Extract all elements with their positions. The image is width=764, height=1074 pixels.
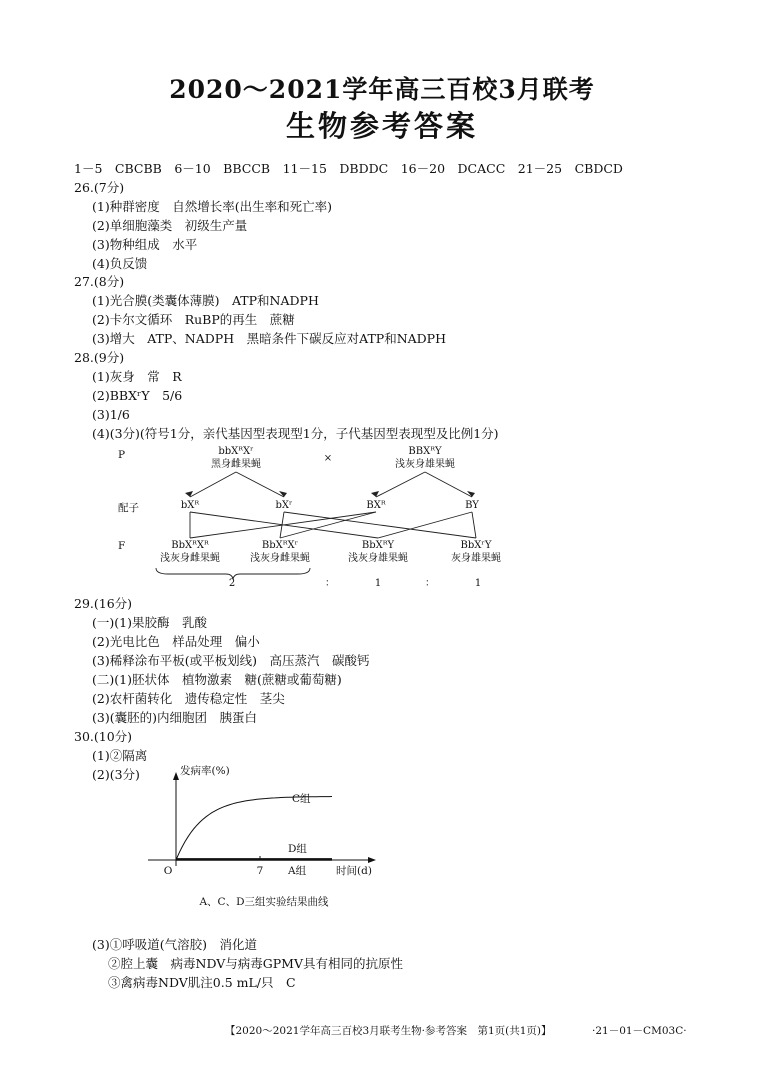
q27-item: (1)光合膜(类囊体薄膜) ATP和NADPH <box>92 293 319 308</box>
chart-axes <box>148 772 376 866</box>
gamete: bXʳ <box>275 500 293 511</box>
p-label: P <box>118 449 126 461</box>
offspring-phenotype: 浅灰身雌果蝇 <box>250 553 310 564</box>
q28-item: (1)灰身 常 R <box>92 369 182 384</box>
q29-head: 29.(16分) <box>74 596 133 611</box>
ratio-colon: ： <box>425 578 435 589</box>
chart-title: A、C、D三组实验结果曲线 <box>199 896 329 908</box>
ratio-value: 1 <box>374 578 382 589</box>
x-tick-label: 7 <box>256 865 264 877</box>
q27-item: (3)增大 ATP、NADPH 黑暗条件下碳反应对ATP和NADPH <box>92 331 446 346</box>
q29-item: (二)(1)胚状体 植物激素 糖(蔗糖或葡萄糖) <box>92 672 342 687</box>
parent2-genotype: BBXᴿY <box>408 446 442 457</box>
q26-head: 26.(7分) <box>74 180 125 195</box>
choice-answers: 1－5 CBCBB 6－10 BBCCB 11－15 DBDDC 16－20 DCACC 21－25 CBDCD <box>74 161 623 176</box>
series-label-a: A组 <box>288 865 307 877</box>
y-axis-arrow <box>173 772 179 780</box>
series-line-c <box>176 797 332 861</box>
offspring-genotype: BbXᴿXʳ <box>261 540 299 551</box>
offspring-genotype: BbXʳY <box>460 540 492 551</box>
q28-head: 28.(9分) <box>74 350 125 365</box>
offspring-genotype: BbXᴿY <box>361 540 395 551</box>
q28-item: (2)BBXʳY 5/6 <box>92 388 183 403</box>
q26-item: (3)物种组成 水平 <box>92 237 198 252</box>
q30-item: (3)①呼吸道(气溶胶) 消化道 <box>92 937 257 952</box>
footer-left: 【2020～2021学年高三百校3月联考生物·参考答案 第1页(共1页)】 <box>225 1025 552 1037</box>
q30-item: ③禽病毒NDV肌注0.5 mL/只 C <box>108 975 296 990</box>
q29-item: (2)光电比色 样品处理 偏小 <box>92 634 260 649</box>
exam-title: 2020～2021学年高三百校3月联考 <box>169 75 595 104</box>
offspring-phenotype: 灰身雄果蝇 <box>451 553 501 564</box>
q29-item: (3)稀释涂布平板(或平板划线) 高压蒸汽 碳酸钙 <box>92 653 370 668</box>
answer-title: 生物参考答案 <box>285 109 478 143</box>
q27-head: 27.(8分) <box>74 274 125 289</box>
q30-item: (2)(3分) <box>92 767 140 782</box>
q26-item: (1)种群密度 自然增长率(出生率和死亡率) <box>92 199 332 214</box>
chart-text <box>164 764 372 908</box>
series-label-c: C组 <box>292 793 311 805</box>
q28-item: (4)(3分)(符号1分，亲代基因型表现型1分，子代基因型表现型及比例1分) <box>92 426 499 441</box>
ratio-value: 2 <box>228 578 236 589</box>
ratio-colon: ： <box>325 578 335 589</box>
q27-item: (2)卡尔文循环 RuBP的再生 蔗糖 <box>92 312 295 327</box>
q29-item: (一)(1)果胶酶 乳酸 <box>92 615 207 630</box>
offspring-genotype: BbXᴿXᴿ <box>171 540 209 551</box>
q29-item: (2)农杆菌转化 遗传稳定性 茎尖 <box>92 691 285 706</box>
q29-item: (3)(囊胚的)内细胞团 胰蛋白 <box>92 710 257 725</box>
gamete: BY <box>465 500 479 511</box>
chart-series <box>176 797 332 861</box>
x-axis-label: 时间(d) <box>336 865 372 877</box>
offspring-phenotype: 浅灰身雌果蝇 <box>160 553 220 564</box>
ratio-value: 1 <box>474 578 482 589</box>
q30-item: ②腔上囊 病毒NDV与病毒GPMV具有相同的抗原性 <box>108 956 403 971</box>
y-axis-label: 发病率(%) <box>180 765 230 777</box>
gamete-label: 配子 <box>118 502 139 514</box>
x-axis-arrow <box>368 857 376 863</box>
q26-item: (2)单细胞藻类 初级生产量 <box>92 218 248 233</box>
series-label-d: D组 <box>288 843 307 855</box>
footer-right: ·21－01－CM03C· <box>592 1025 687 1037</box>
cross-sign: × <box>323 453 333 464</box>
parent1-phenotype: 黑身雌果蝇 <box>211 459 261 470</box>
q30-head: 30.(10分) <box>74 729 133 744</box>
gamete: bXᴿ <box>180 500 200 511</box>
q26-item: (4)负反馈 <box>92 256 148 271</box>
origin-label: O <box>163 865 173 877</box>
gamete: BXᴿ <box>366 500 386 511</box>
offspring-phenotype: 浅灰身雄果蝇 <box>348 553 408 564</box>
q28-item: (3)1/6 <box>92 407 130 422</box>
parent2-phenotype: 浅灰身雄果蝇 <box>395 459 455 470</box>
f-label: F <box>118 540 126 552</box>
q30-item: (1)②隔离 <box>92 748 148 763</box>
parent1-genotype: bbXᴿXʳ <box>218 446 254 457</box>
